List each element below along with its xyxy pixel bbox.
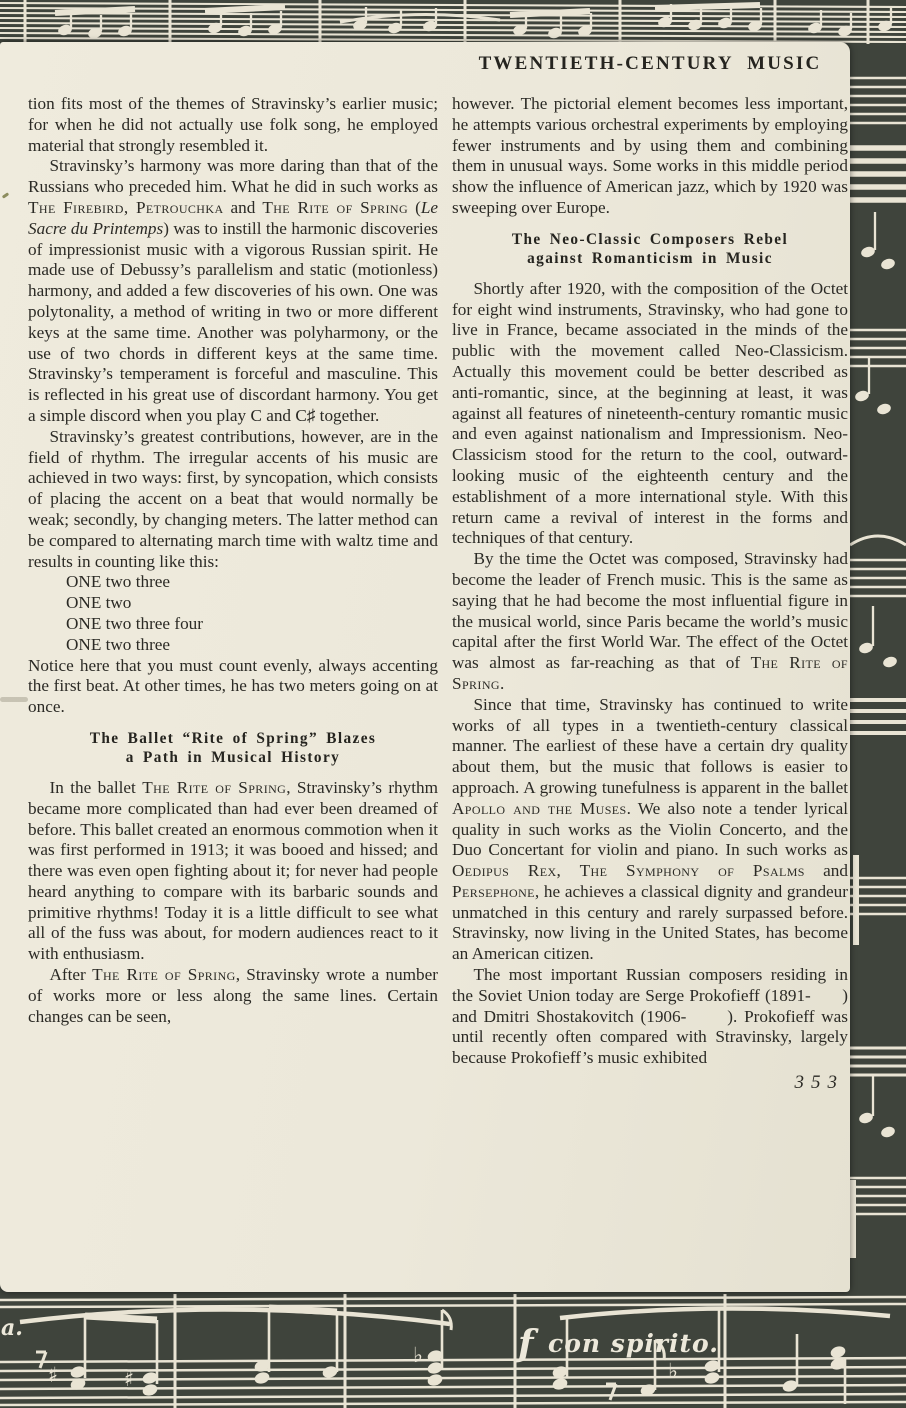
text-segment: The Rite of Spring	[452, 653, 849, 693]
svg-text:♭: ♭	[413, 1342, 423, 1367]
text-segment: The Rite of Spring	[92, 965, 236, 985]
con-spirito-text: con spirito.	[548, 1329, 719, 1358]
paragraph	[452, 549, 848, 695]
text-segment: In the ballet	[49, 777, 143, 797]
section-heading-line: The Ballet “Rite of Spring” Blazes	[89, 729, 377, 747]
text-segment: Stravinsky’s harmony was more daring than that of the Russians who preceded him. What he did in such works as	[28, 156, 438, 197]
text-column-left	[28, 94, 438, 1027]
text-segment: Oedipus Rex, The Symphony of Psalms	[452, 861, 805, 881]
text-segment: tion fits most of the themes of Stravinsky’s earlier music; for when he did not actually use folk song, he employed material that strongly resembled it.	[28, 94, 438, 155]
paragraph	[452, 695, 848, 965]
text-segment: Apollo and the Muses	[452, 798, 627, 818]
paragraph	[452, 965, 848, 1069]
text-segment: and	[804, 861, 848, 881]
scan-mark-smudge	[0, 697, 28, 702]
text-column-right	[452, 94, 848, 1094]
text-segment: ) was to instill the harmonic discoveries of impressionist music with a vigorous Russian spirit. He made use of Debussy’s parallelism and static (motionless) harmony, and added a few discoveries of his own. One was polytonality, a method of writing in two or more different keys at the same time. Another was polyharmony, or the use of two chords in different keys at the same time. Stravinsky’s temperament is forceful and masculine. This is reflected in his great use of discordant harmony. You get a simple discord when you play C and C♯ together.	[28, 218, 438, 425]
text-segment: . We also note a tender lyrical quality in such works as the Violin Concerto, and the Duo Concertant for violin and piano. In such works as	[452, 798, 849, 860]
paragraph	[28, 427, 438, 573]
text-segment: Le Sacre du Printemps	[28, 197, 438, 238]
svg-text:♯: ♯	[124, 1366, 135, 1391]
corner-mark-text: a.	[1, 1315, 23, 1341]
text-segment: , he achieves a classical dignity and grandeur unmatched in this century and rarely surpassed before. Stravinsky, now living in the United States, has become an American citizen.	[452, 881, 848, 964]
forte-mark-text: f	[518, 1323, 534, 1365]
paragraph	[28, 156, 438, 426]
text-segment: however. The pictorial element becomes less important, he attempts various orchestral experiments by employing fewer instruments and by using them and combining them in unusual ways. Some works in this middle period show the influence of American jazz, which by 1920 was sweeping over Europe.	[452, 94, 848, 217]
text-segment: Persephone	[452, 881, 535, 901]
counting-line: ONE two three	[66, 572, 171, 592]
paragraph	[28, 94, 438, 156]
svg-text:♯: ♯	[48, 1362, 59, 1387]
section-heading-line: a Path in Musical History	[125, 749, 341, 767]
section-heading	[452, 230, 848, 269]
counting-line: ONE two	[66, 593, 132, 613]
text-segment: (	[408, 197, 421, 217]
paragraph	[452, 279, 848, 549]
text-segment: Since that time, Stravinsky has continued to write works of all types in a twentieth-century classical manner. The earliest of these have a certain dry quality about them, but the music that follows is easier to approach. A growing tunefulness is apparent in the ballet	[452, 694, 848, 797]
book-page	[0, 42, 850, 1292]
scan-mark-tick	[2, 192, 9, 198]
section-heading-line: The Neo-Classic Composers Rebel	[511, 230, 789, 248]
text-segment: Shortly after 1920, with the composition of the Octet for eight wind instruments, Stravinsky, who had gone to live in France, became associated in the minds of the public with the movement called Neo-Classicism. Actually this movement could be better described as anti-romantic, since, at the beginning at least, it was against all features of nineteenth-century romantic music and even against nationalism and Impressionism. Neo-Classicism stood for the return to the cool, outward-looking music of the eighteenth century and the establishment of a more international style. With this return came a revival of interest in the forms and techniques of that century.	[452, 278, 848, 548]
text-segment: , Stravinsky’s rhythm became more complicated than had ever been dreamed of before. This ballet created an enormous commotion when it was first performed in 1913; it was booed and hissed; and there was even open fighting about it; for never had people heard anything to compare with its barbaric sounds and primitive rhythms! Today it is a little difficult to see what all of the fuss was about, for modern audiences react to it with enthusiasm.	[28, 777, 438, 964]
text-segment: , Stravinsky wrote a number of works more or less along the same lines. Certain changes can be seen,	[28, 965, 438, 1026]
page-title: TWENTIETH-CENTURY MUSIC	[478, 53, 822, 74]
text-segment: The Firebird, Petrouchka	[28, 197, 224, 217]
section-heading-line: against Romanticism in Music	[527, 250, 773, 268]
paragraph	[28, 656, 438, 718]
text-segment: Notice here that you must count evenly, always accenting the first beat. At other times, he has two meters going on at once.	[28, 655, 438, 717]
text-segment: The Rite of Spring	[262, 197, 409, 217]
text-segment: .	[499, 673, 505, 693]
text-segment: The most important Russian composers residing in the Soviet Union today are Serge Prokofieff (1891- ) and Dmitri Shostakovitch (1906- ). Prokofieff was until recently often compared with Stravinsky, largely because Prokofieff’s music exhibited	[452, 965, 848, 1068]
paragraph	[28, 965, 438, 1027]
counting-line: ONE two three four	[66, 613, 203, 633]
counting-line: ONE two three	[66, 634, 171, 654]
text-segment: and	[223, 197, 263, 217]
text-segment: Stravinsky’s greatest contributions, however, are in the field of rhythm. The irregular accents of his music are achieved in two ways: first, by syncopation, which consists of placing the accent on a beat that would normally be weak; secondly, by changing meters. The latter method can be compared to alternating march time with waltz time and results in counting like this:	[28, 426, 438, 571]
paragraph	[28, 778, 438, 965]
text-segment: After	[49, 965, 93, 985]
section-heading	[28, 729, 438, 768]
text-segment: The Rite of Spring	[142, 777, 287, 797]
page-number: 353	[794, 1072, 844, 1094]
paragraph	[452, 94, 848, 219]
svg-text:♭: ♭	[668, 1358, 678, 1383]
text-segment: By the time the Octet was composed, Stravinsky had become the leader of French music. This is the same as saying that he had become the most influential figure in the musical world, since Paris became the world’s music capital after the first World War. The effect of the Octet was almost as far-reaching as that of	[452, 549, 848, 673]
counting-example	[28, 572, 438, 655]
